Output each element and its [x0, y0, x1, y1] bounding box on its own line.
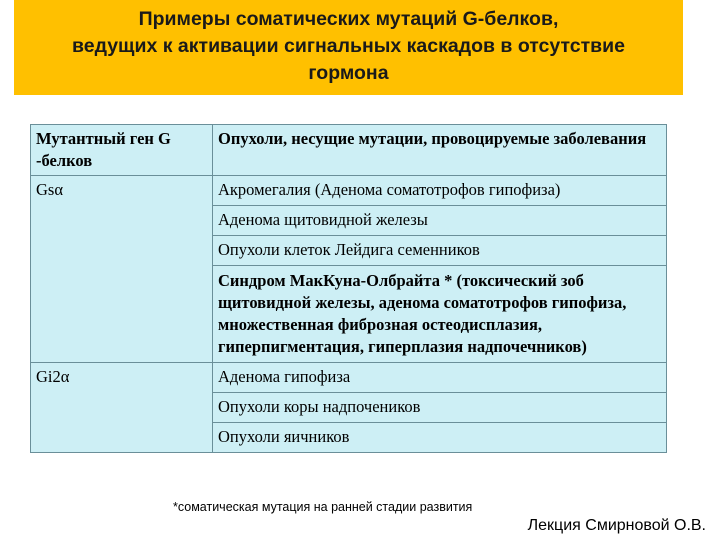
- tumor-cell: Акромегалия (Аденома соматотрофов гипофиза): [213, 176, 667, 206]
- table-row: [31, 363, 667, 393]
- table-row: [31, 176, 667, 206]
- header-tumors: Опухоли, несущие мутации, провоцируемые заболевания: [213, 125, 667, 176]
- tumor-cell: Опухоли клеток Лейдига семенников: [213, 236, 667, 266]
- tumor-cell-syndrome: Синдром МакКуна-Олбрайта * (токсический зоб щитовидной железы, аденома соматотрофов гипофиза, множественная фиброзная остеодисплазия, гиперпигментация, гиперплазия надпочечников): [213, 266, 667, 363]
- tumor-cell: Аденома гипофиза: [213, 363, 667, 393]
- title-banner: [14, 0, 683, 95]
- table-header-row: [31, 125, 667, 176]
- author-credit: Лекция Смирновой О.В.: [527, 517, 706, 534]
- slide-title: Примеры соматических мутаций G-белков, ведущих к активации сигнальных каскадов в отсутствие гормона: [72, 7, 625, 84]
- tumor-cell: Аденома щитовидной железы: [213, 206, 667, 236]
- header-gene: Мутантный ген G -белков: [31, 125, 213, 176]
- mutations-table: [30, 124, 667, 453]
- tumor-cell: Опухоли яичников: [213, 423, 667, 453]
- gene-cell: Gsα: [31, 176, 213, 363]
- gene-cell: Gi2α: [31, 363, 213, 453]
- footnote: *соматическая мутация на ранней стадии развития: [173, 500, 473, 514]
- tumor-cell: Опухоли коры надпочеников: [213, 393, 667, 423]
